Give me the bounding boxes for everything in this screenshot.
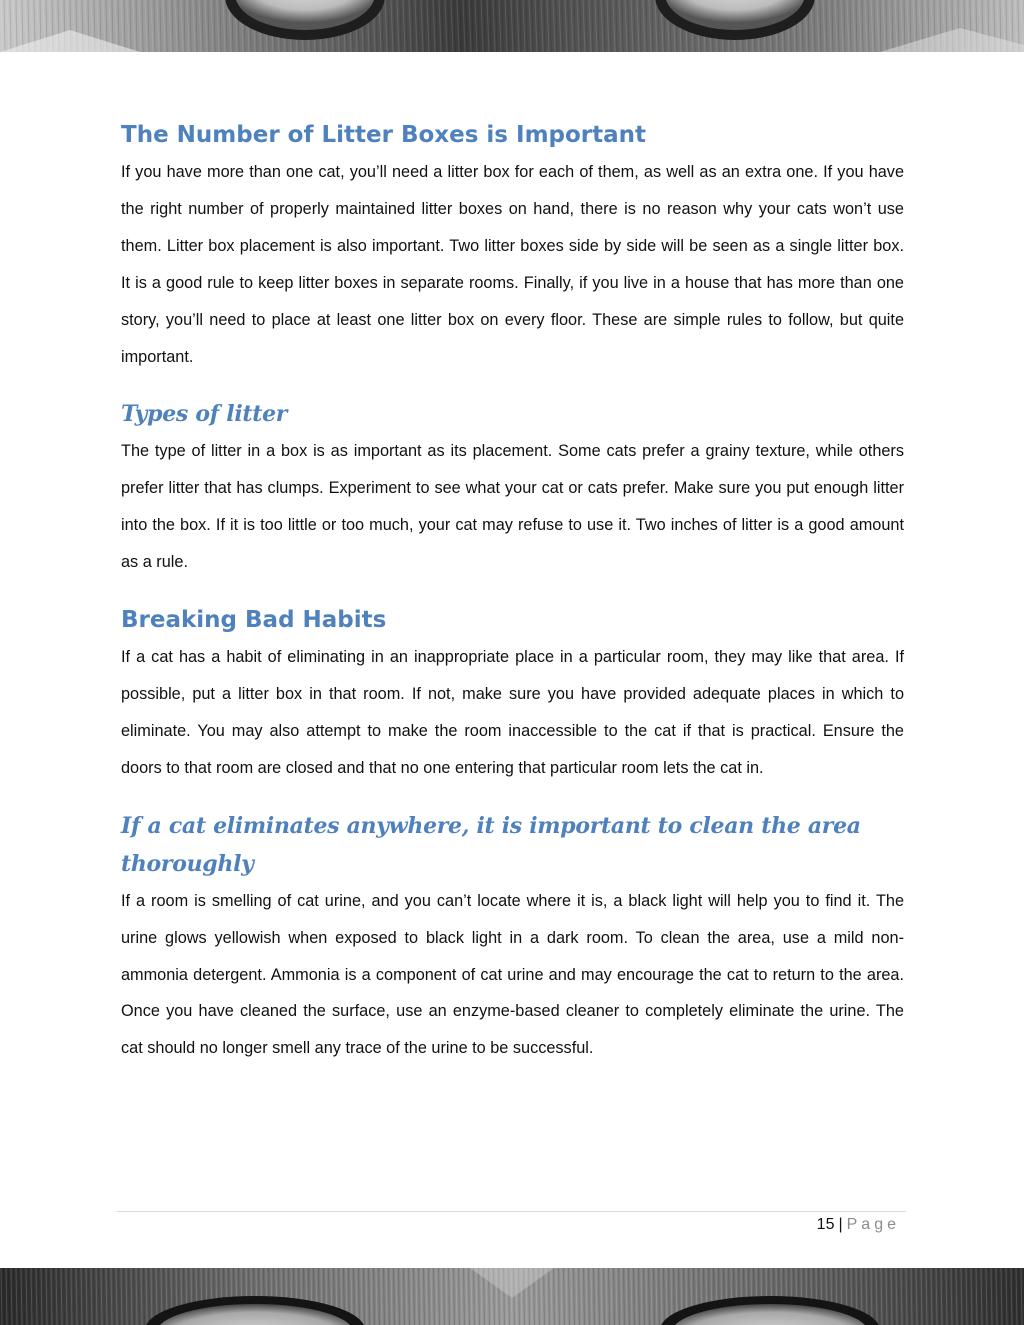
section-heading-types-of-litter: Types of litter xyxy=(121,401,288,428)
cat-eyes-photo-icon xyxy=(0,1268,1024,1325)
page-number: 15 xyxy=(816,1216,835,1233)
section-heading-breaking-bad-habits: Breaking Bad Habits xyxy=(121,607,387,634)
page-word: Page xyxy=(846,1216,900,1233)
top-cat-eyes-banner xyxy=(0,0,1024,52)
section-paragraph-litter-box-count: If you have more than one cat, you’ll need a litter box for each of them, as well as an extra one. If you have the right number of properly maintained litter boxes on hand, there is no reason why your cats won’t use them. Litter box placement is also important. Two litter boxes side by side will be seen as a single litter box. It is a good rule to keep litter boxes in separate rooms. Finally, if you live in a house that has more than one story, you’ll need to place at least one litter box on every floor. These are simple rules to follow, but quite important. xyxy=(121,163,904,366)
section-paragraph-clean-area: If a room is smelling of cat urine, and you can’t locate where it is, a black light will help you to find it. The urine glows yellowish when exposed to black light in a dark room. To clean the area, use a mild non-ammonia detergent. Ammonia is a component of cat urine and may encourage the cat to return to the area. Once you have cleaned the surface, use an enzyme-based cleaner to completely eliminate the urine. The cat should no longer smell any trace of the urine to be successful. xyxy=(121,891,904,1058)
section-heading-clean-area: If a cat eliminates anywhere, it is important to clean the area thoroughly xyxy=(121,812,861,877)
cat-eyes-photo-icon xyxy=(0,0,1024,52)
section-paragraph-breaking-bad-habits: If a cat has a habit of eliminating in an inappropriate place in a particular room, they may like that area. If possible, put a litter box in that room. If not, make sure you have provided adequate places in which to eliminate. You may also attempt to make the room inaccessible to the cat if that is practical. Ensure the doors to that room are closed and that no one entering that particular room lets the cat in. xyxy=(121,648,904,777)
section-heading-litter-box-count: The Number of Litter Boxes is Important xyxy=(121,122,647,148)
section-paragraph-types-of-litter: The type of litter in a box is as important as its placement. Some cats prefer a grainy texture, while others prefer litter that has clumps. Experiment to see what your cat or cats prefer. Make sure you put enough litter into the box. If it is too little or too much, your cat may refuse to use it. Two inches of litter is a good amount as a rule. xyxy=(121,442,904,572)
footer-separator: | xyxy=(838,1216,843,1233)
bottom-cat-eyes-banner xyxy=(0,1268,1024,1325)
footer-divider xyxy=(117,1211,906,1212)
page-footer xyxy=(817,1216,900,1234)
document-body xyxy=(121,116,904,1067)
